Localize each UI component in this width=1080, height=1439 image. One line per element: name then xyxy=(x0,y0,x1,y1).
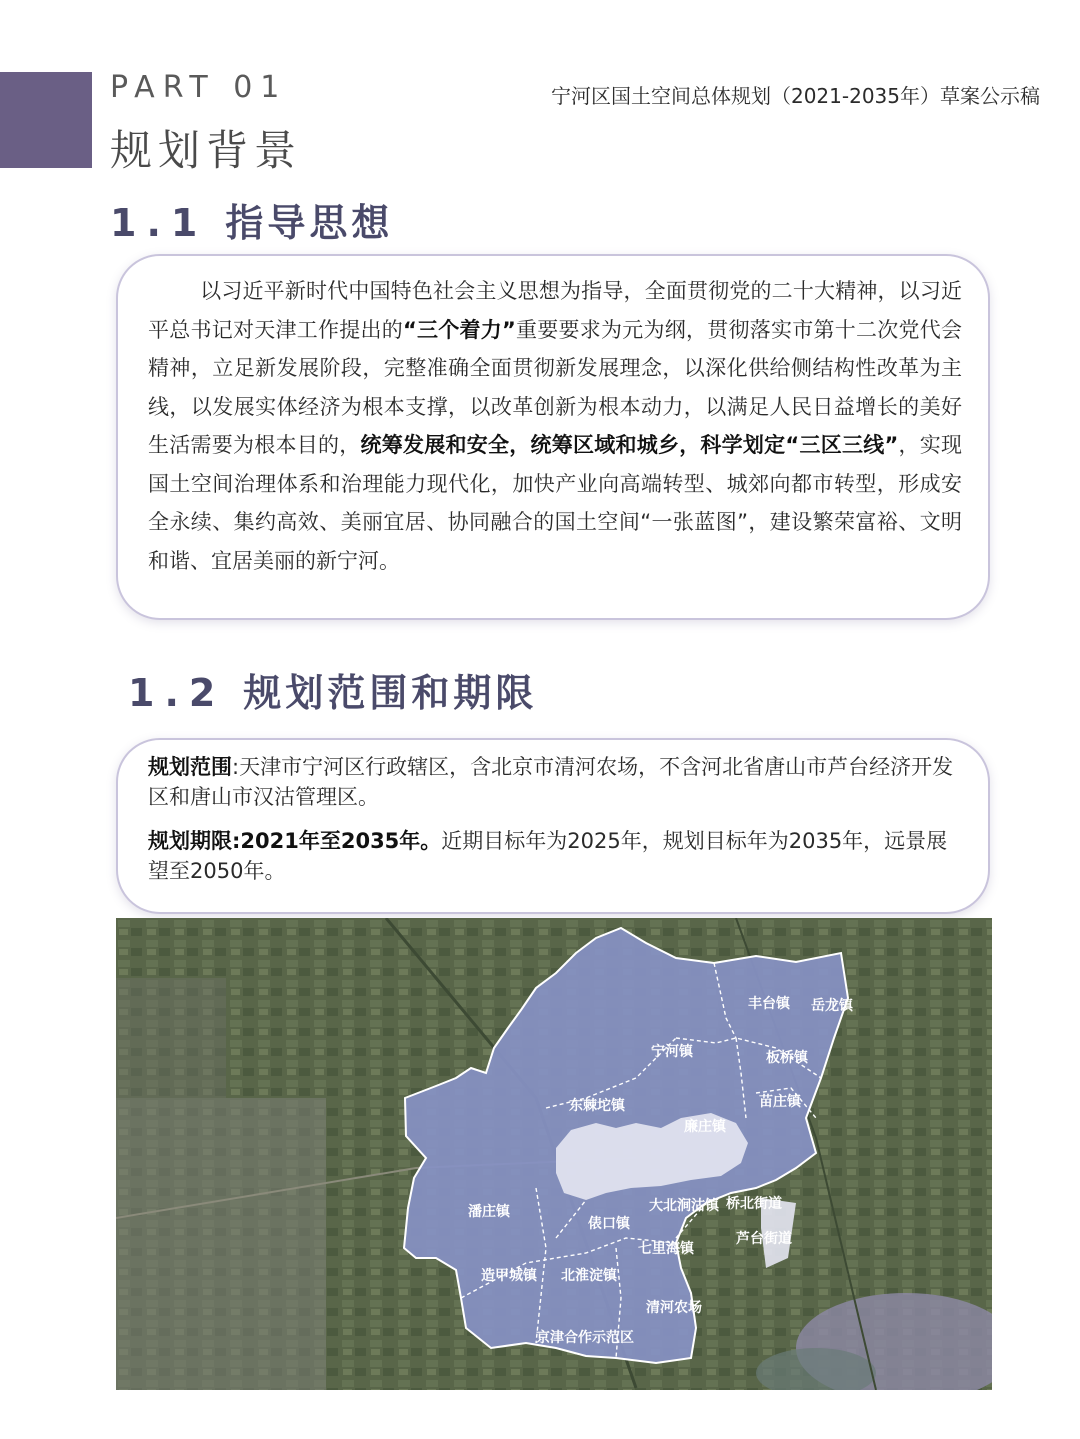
part-label: PART 01 xyxy=(110,70,288,105)
town-label: 板桥镇 xyxy=(766,1050,808,1066)
town-label: 七里海镇 xyxy=(638,1241,694,1257)
guiding-ideology-paragraph xyxy=(148,272,962,580)
scope-text: :天津市宁河区行政辖区，含北京市清河农场，不含河北省唐山市芦台经济开发区和唐山市汉沽管理区。 xyxy=(148,755,954,809)
period-text: 近期目标年为2025年，规划目标年为2035年，远景展望至2050年。 xyxy=(148,829,948,883)
town-label: 潘庄镇 xyxy=(468,1204,510,1220)
document-title: 宁河区国土空间总体规划（2021-2035年）草案公示稿 xyxy=(550,84,1040,108)
part-title: 规划背景 xyxy=(110,126,303,175)
town-label: 宁河镇 xyxy=(651,1044,693,1060)
planning-period xyxy=(148,826,962,886)
town-label: 造甲城镇 xyxy=(481,1268,537,1284)
paragraph-run-bold: 统筹发展和安全，统筹区域和城乡，科学划定“三区三线” xyxy=(360,433,899,457)
paragraph-run: 重要要求为元为纲，贯彻落实市第十二次党代会精神，立足新发展阶段，完整准确全面贯彻新发展理念，以深化供给侧结构性改革为主线，以发展实体经济为根本支撑，以改革创新为根本动力，以满足人民日益增长的美好生活需要为根本目的， xyxy=(148,317,963,457)
urban-area xyxy=(116,978,226,1098)
town-label: 桥北街道 xyxy=(726,1196,782,1212)
town-label: 苗庄镇 xyxy=(759,1094,801,1110)
town-label: 丰台镇 xyxy=(748,996,790,1012)
town-label: 东棘坨镇 xyxy=(569,1098,625,1114)
planning-scope xyxy=(148,752,962,812)
scope-label: 规划范围 xyxy=(148,755,232,779)
paragraph-run: ，实现国土空间治理体系和治理能力现代化，加快产业向高端转型、城郊向都市转型，形成安全永续、集约高效、美丽宜居、协同融合的国土空间“一张蓝图”，建设繁荣富裕、文明和谐、宜居美丽的新宁河。 xyxy=(148,433,963,573)
district-satellite-map xyxy=(116,918,992,1390)
part-color-block xyxy=(0,72,92,168)
section-number: 1.2 xyxy=(128,671,226,715)
guiding-ideology-card xyxy=(116,254,990,620)
town-label: 京津合作示范区 xyxy=(536,1330,634,1346)
section-heading-scope-and-period xyxy=(128,662,537,717)
town-label: 岳龙镇 xyxy=(811,998,853,1014)
section-title: 规划范围和期限 xyxy=(243,671,538,715)
section-title: 指导思想 xyxy=(225,201,394,245)
paragraph-run: 以习近平新时代中国特色社会主义思想为指导，全面贯彻党的二十大精神，以习近平总书记对天津工作提出的 xyxy=(148,279,962,342)
town-label: 俵口镇 xyxy=(588,1216,630,1232)
town-label: 清河农场 xyxy=(646,1300,702,1316)
town-label: 北淮淀镇 xyxy=(561,1268,617,1284)
paragraph-run-bold: “三个着力” xyxy=(402,317,516,342)
period-label: 规划期限:2021年至2035年。 xyxy=(148,829,442,853)
town-label: 芦台街道 xyxy=(736,1231,792,1247)
section-number: 1.1 xyxy=(110,201,208,245)
urban-area xyxy=(116,1098,326,1390)
scope-period-card xyxy=(116,738,990,914)
town-label: 大北涧沽镇 xyxy=(649,1198,719,1214)
section-heading-guiding-ideology xyxy=(110,192,393,247)
town-label: 廉庄镇 xyxy=(684,1119,726,1135)
map-svg xyxy=(116,918,992,1390)
